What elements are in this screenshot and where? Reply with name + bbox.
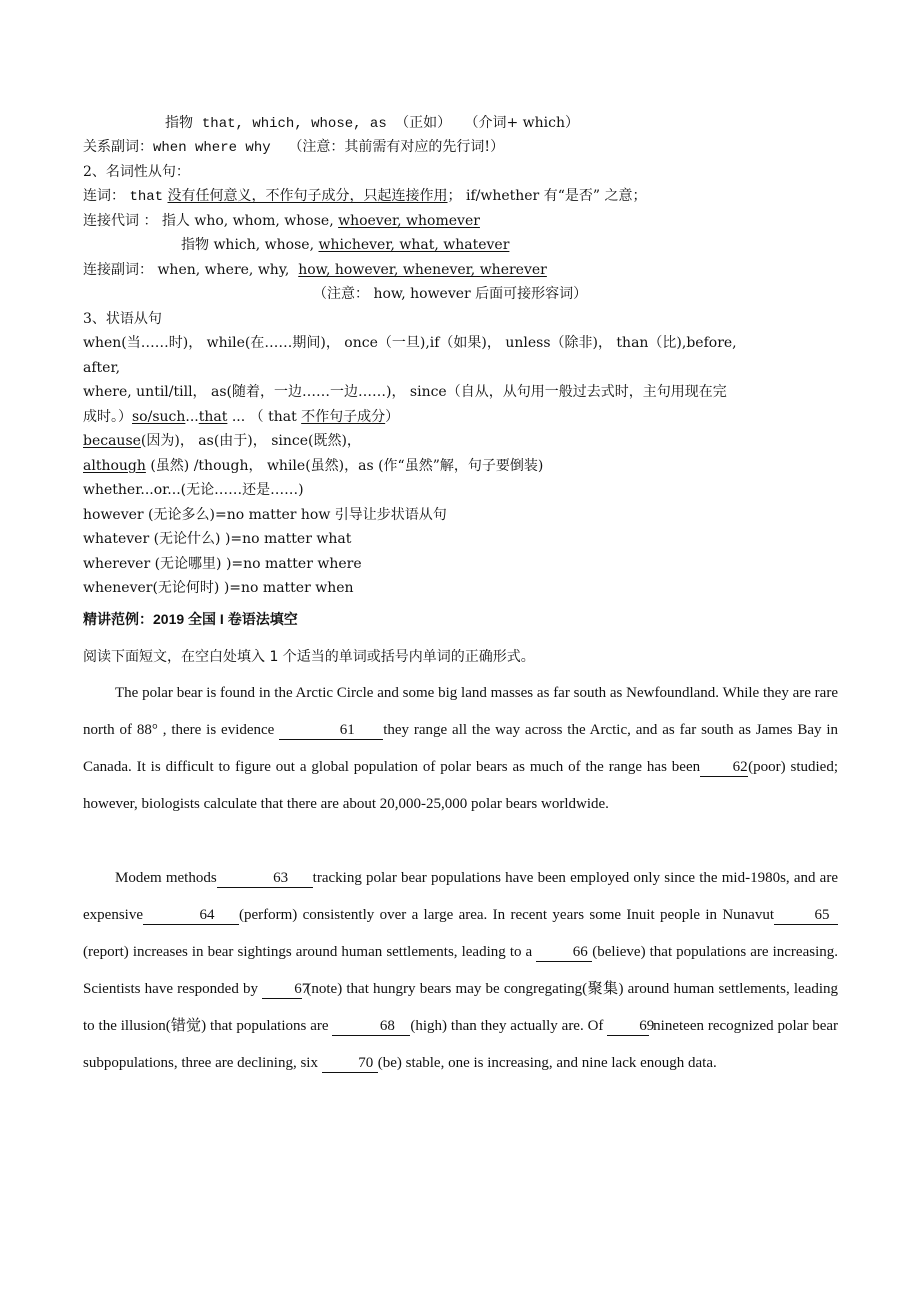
passage-paragraph-2: Modem methods 63 tracking polar bear populations have been employed only since the mid-1980s, and are expensive 64 (perform) consistently over a large area. In recent years some Inuit people in Nunavut 65(report) increases in bear sightings around human settlements, leading to a 66 (believe) that populations are increasing. Scientists have responded by 67 (note) that hungry bears may be congregating(聚集) around human settlements, leading to the illusion(错觉) that populations are 68 (high) than they actually are. Of 69 nineteen recognized polar bear subpopulations, three are declining, six 70 (be) stable, one is increasing, and nine lack enough data. (83, 870, 839, 1071)
relative-pronoun-things-line: 指物 that, which, whose, as （正如） （介词+ which） (165, 115, 580, 132)
blank-63[interactable]: 63 (217, 870, 313, 888)
blank-64[interactable]: 64 (143, 907, 239, 925)
blank-61[interactable]: 61 (279, 722, 383, 740)
adverbial-line-2: after, (83, 360, 121, 376)
blank-62[interactable]: 62 (700, 759, 748, 777)
conjunctive-pronoun-thing-line: 指物 which, whose, whichever, what, whatever (181, 237, 510, 253)
adverbial-line-10: wherever (无论哪里) )=no matter where (83, 556, 362, 572)
label: 指物 (165, 115, 193, 131)
section-2-note: （注意： how, however 后面可接形容词） (313, 286, 588, 302)
adverbial-line-8: however (无论多么)=no matter how 引导让步状语从句 (83, 507, 447, 523)
relative-adverbs-line: 关系副词：when where why （注意：其前需有对应的先行词!） (83, 139, 505, 156)
conjunctive-adverb-line: 连接副词： when, where, why, how, however, whenever, wherever (83, 262, 547, 278)
passage-paragraph-1: The polar bear is found in the Arctic Circle and some big land masses as far south as Newfoundland. While they are rare north of 88° , there is evidence 61 they range all the way across the Arctic, and as far south as James Bay in Canada. It is difficult to figure out a global population of polar bears as much of the range has been 62(poor) studied; however, biologists calculate that there are about 20,000-25,000 polar bears worldwide. (83, 685, 839, 812)
example-instruction: 阅读下面短文，在空白处填入 1 个适当的单词或括号内单词的正确形式。 (83, 649, 535, 665)
adverbial-line-1: when(当……时)， while(在……期间)， once（一旦),if（如果)， unless（除非)， than（比),before, (83, 335, 737, 351)
blank-67[interactable]: 67 (262, 981, 302, 999)
example-heading: 精讲范例：2019 全国 I 卷语法填空 (83, 611, 298, 627)
conjunctive-pronoun-person-line: 连接代词 ： 指人 who, whom, whose, whoever, whomever (83, 213, 480, 229)
blank-68[interactable]: 68 (332, 1018, 410, 1036)
blank-66[interactable]: 66 (536, 944, 592, 962)
blank-65[interactable]: 65 (774, 907, 838, 925)
adverbial-line-3: where, until/till， as(随着，一边……一边……)， since（自从，从句用一般过去式时，主句用现在完 (83, 384, 727, 400)
adverbial-line-9: whatever (无论什么) )=no matter what (83, 531, 352, 547)
blank-69[interactable]: 69 (607, 1018, 649, 1036)
section-2-title: 2、名词性从句： (83, 164, 190, 180)
adverbial-line-7: whether...or...(无论……还是……) (83, 482, 304, 498)
section-3-title: 3、状语从句 (83, 311, 162, 327)
adverbial-line-6: although (虽然) /though， while(虽然)，as (作“虽然”解，句子要倒装) (83, 458, 544, 474)
adverbial-line-5: because(因为)， as(由于)， since(既然)， (83, 433, 361, 449)
adverbial-line-11: whenever(无论何时) )=no matter when (83, 580, 354, 596)
adverbial-line-4: 成时。）so/such...that ... （ that 不作句子成分） (83, 409, 400, 425)
blank-70[interactable]: 70 (322, 1055, 378, 1073)
conjunction-line: 连词： that 没有任何意义，不作句子成分，只起连接作用； if/whether 有“是否” 之意； (83, 188, 647, 205)
